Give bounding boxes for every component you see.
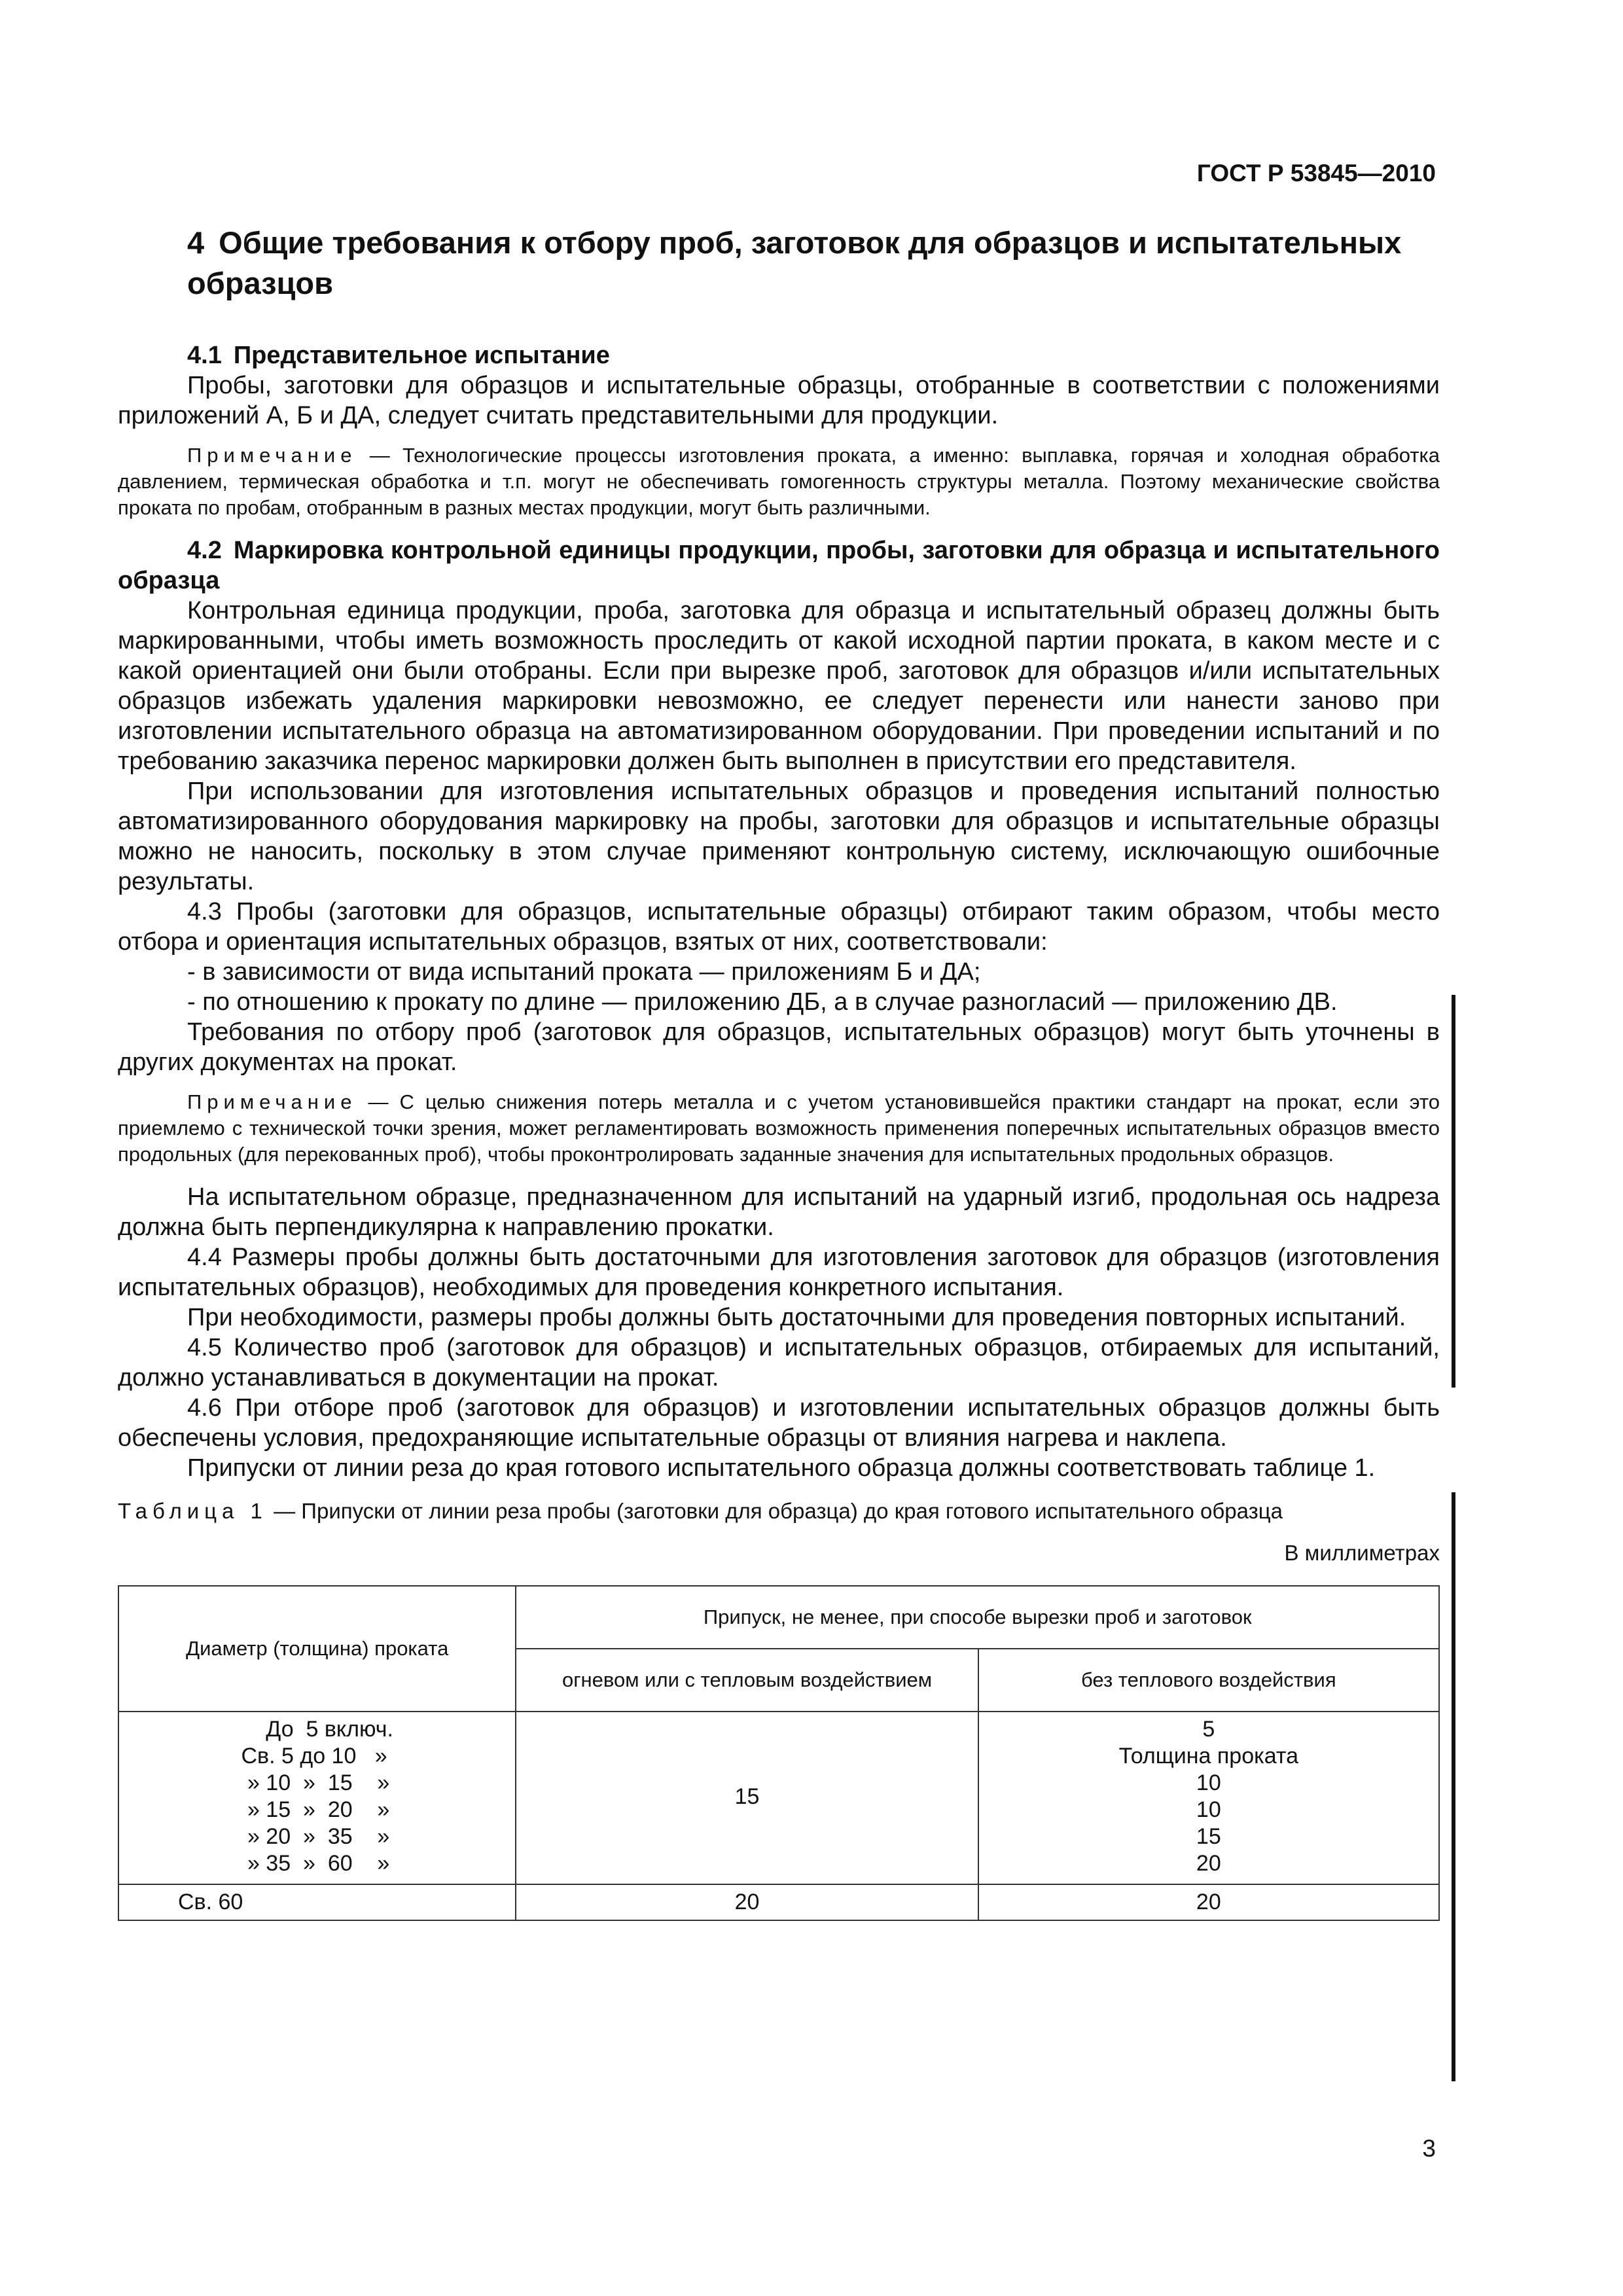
paragraph-4-3-3: На испытательном образце, предназначенном для испытаний на ударный изгиб, продольная ось надреза должна быть перпендикулярна к направлению прокатки. (118, 1183, 1440, 1241)
note-4-3 (118, 1089, 1440, 1168)
table-caption-label: Таблица 1 (118, 1499, 268, 1523)
note-text: — С целью снижения потерь металла и с учетом установившейся практики стандарт на прокат, если это приемлемо с технической точки зрения, может регламентировать возможность применения поперечных испытательных образцов вместо продольных (для перекованных проб), чтобы проконтролировать заданные значения для испытательных продольных образцов. (118, 1090, 1440, 1166)
cell-last-fire: 20 (516, 1884, 978, 1920)
allowance-table (118, 1585, 1440, 1921)
header-diameter: Диаметр (толщина) проката (118, 1586, 516, 1712)
paragraph-4-2-2: При использовании для изготовления испытательных образцов и проведения испытаний полностью автоматизированного оборудования маркировку на пробы, заготовки для образцов и испытательные образцы можно не наносить, поскольку в этом случае применяют контрольную систему, исключающую ошибочные результаты. (118, 778, 1440, 895)
section-number: 4 (187, 225, 205, 260)
header-fire-cut: огневом или с тепловым воздействием (516, 1649, 978, 1712)
table-caption (118, 1498, 1440, 1525)
paragraph-4-6: 4.6 При отборе проб (заготовок для образцов) и изготовлении испытательных образцов должны быть обеспечены условия, предохраняющие испытательные образцы от влияния нагрева и наклепа. (118, 1394, 1440, 1452)
list-item-4-3-2: - по отношению к прокату по длине — приложению ДБ, а в случае разногласий — приложению ДВ. (187, 988, 1338, 1016)
note-label: Примечание (187, 444, 357, 467)
paragraph-4-4-2: При необходимости, размеры пробы должны быть достаточными для проведения повторных испытаний. (187, 1304, 1406, 1331)
section-title (187, 223, 1440, 304)
header-allowance: Припуск, не менее, при способе вырезки проб и заготовок (516, 1586, 1439, 1649)
section-title-text: Общие требования к отбору проб, заготовок для образцов и испытательных образцов (187, 225, 1402, 300)
paragraph-4-6-2: Припуски от линии реза до края готового испытательного образца должны соответствовать таблице 1. (187, 1454, 1376, 1482)
cell-last-diameter: Св. 60 (118, 1884, 516, 1920)
cell-fire-value: 15 (516, 1712, 978, 1884)
change-bar (1452, 995, 1455, 1388)
paragraph-4-2-1: Контрольная единица продукции, проба, заготовка для образца и испытательный образец должны быть маркированными, чтобы иметь возможность проследить от какой исходной партии проката, в каком месте и с какой ориентацией они были отобраны. Если при вырезке проб, заготовок для образцов и/или испытательных образцов избежать удаления маркировки невозможно, ее следует перенести или нанести заново при изготовлении испытательного образца на автоматизированном оборудовании. При проведении испытаний и по требованию заказчика перенос маркировки должен быть выполнен в присутствии его представителя. (118, 597, 1440, 775)
paragraph-4-1: Пробы, заготовки для образцов и испытательные образцы, отобранные в соответствии с положениями приложений А, Б и ДА, следует считать представительными для продукции. (118, 372, 1440, 429)
note-label: Примечание (187, 1090, 357, 1113)
paragraph-4-3: 4.3 Пробы (заготовки для образцов, испытательные образцы) отбирают таким образом, чтобы место отбора и ориентация испытательных образцов, взятых от них, соответствовали: (118, 898, 1440, 956)
cell-diameters (118, 1712, 516, 1884)
paragraph-4-4: 4.4 Размеры пробы должны быть достаточными для изготовления заготовок для образцов (изготовления испытательных образцов), необходимых для проведения конкретного испытания. (118, 1244, 1440, 1301)
cell-no-heat-values: 5 Толщина проката 10 10 15 20 (978, 1712, 1439, 1884)
page-number: 3 (1422, 2135, 1436, 2162)
subsection-4-2-title: 4.2 Маркировка контрольной единицы продукции, пробы, заготовки для образца и испытательного образца (118, 537, 1440, 594)
table-row (118, 1712, 1439, 1884)
list-item-4-3-1: - в зависимости от вида испытаний проката — приложениям Б и ДА; (187, 958, 981, 986)
standard-code: ГОСТ Р 53845—2010 (1196, 160, 1436, 187)
table-caption-text: — Припуски от линии реза пробы (заготовки для образца) до края готового испытательного образца (267, 1499, 1283, 1523)
change-bar (1452, 1492, 1455, 2081)
subsection-4-1-title: 4.1 Представительное испытание (187, 342, 610, 369)
paragraph-4-3-2: Требования по отбору проб (заготовок для образцов, испытательных образцов) могут быть уточнены в других документах на прокат. (118, 1018, 1440, 1076)
note-4-1 (118, 442, 1440, 521)
page-content (118, 223, 1440, 1921)
diameter-list: До 5 включ. Св. 5 до 10 » » 10 » 15 » » 15 » 20 » » 20 » 35 » » 35 » 60 » (241, 1717, 393, 1876)
paragraph-4-5: 4.5 Количество проб (заготовок для образцов) и испытательных образцов, отбираемых для испытаний, должно устанавливаться в документации на прокат. (118, 1334, 1440, 1391)
header-no-heat-cut: без теплового воздействия (978, 1649, 1439, 1712)
table-units: В миллиметрах (1284, 1541, 1440, 1565)
note-text: — Технологические процессы изготовления проката, а именно: выплавка, горячая и холодная обработка давлением, термическая обработка и т.п. могут не обеспечивать гомогенность структуры металла. Поэтому механические свойства проката по пробам, отобранным в разных местах продукции, могут быть различными. (118, 444, 1440, 519)
table-row (118, 1884, 1439, 1920)
cell-last-no-heat: 20 (978, 1884, 1439, 1920)
table-header-row (118, 1586, 1439, 1649)
